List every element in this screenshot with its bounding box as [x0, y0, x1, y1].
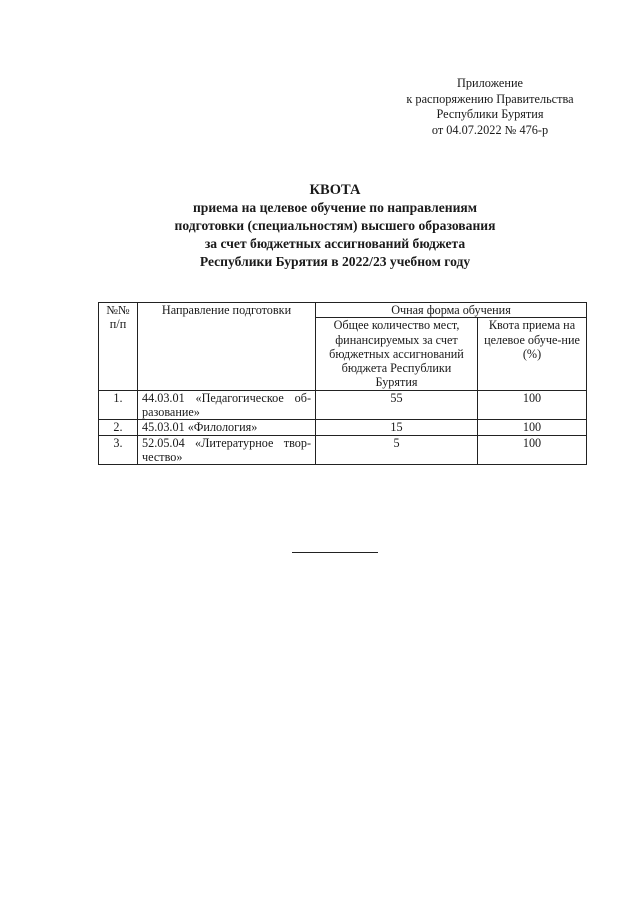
row-total: 15	[316, 420, 478, 435]
row-direction: 44.03.01 «Педагогическое об-разование»	[138, 390, 316, 420]
table-header-row	[99, 303, 587, 318]
table-row	[99, 435, 587, 465]
table-row	[99, 420, 587, 435]
appendix-block	[392, 76, 588, 138]
header-total: Общее количество мест, финансируемых за счет бюджетных ассигнований бюджета Республики Бурятия	[316, 318, 478, 390]
document-title	[160, 182, 510, 271]
title-line-2: приема на целевое обучение по направлениям	[192, 200, 478, 215]
quota-table	[98, 302, 587, 465]
appendix-order-line: к распоряжению Правительства	[406, 91, 574, 106]
row-num: 2.	[99, 420, 138, 435]
row-direction: 45.03.01 «Филология»	[138, 420, 316, 435]
table-row	[99, 390, 587, 420]
row-quota: 100	[478, 390, 587, 420]
header-form: Очная форма обучения	[316, 303, 587, 318]
row-total: 55	[316, 390, 478, 420]
row-total: 5	[316, 435, 478, 465]
row-num: 3.	[99, 435, 138, 465]
appendix-date-line: от 04.07.2022 № 476-р	[431, 122, 549, 137]
row-quota: 100	[478, 420, 587, 435]
title-heading: КВОТА	[309, 182, 361, 198]
appendix-republic-line: Республики Бурятия	[436, 107, 544, 122]
row-direction: 52.05.04 «Литературное твор-чество»	[138, 435, 316, 465]
header-num: №№ п/п	[99, 303, 138, 391]
title-line-5: Республики Бурятия в 2022/23 учебном году	[199, 254, 471, 269]
title-line-3: подготовки (специальностям) высшего образования	[174, 218, 496, 233]
header-direction: Направление подготовки	[138, 303, 316, 391]
appendix-label: Приложение	[457, 76, 523, 90]
row-num: 1.	[99, 390, 138, 420]
title-line-4: за счет бюджетных ассигнований бюджета	[204, 236, 466, 251]
row-quota: 100	[478, 435, 587, 465]
closing-separator-line	[292, 552, 378, 553]
header-quota: Квота приема на целевое обуче-ние (%)	[478, 318, 587, 390]
